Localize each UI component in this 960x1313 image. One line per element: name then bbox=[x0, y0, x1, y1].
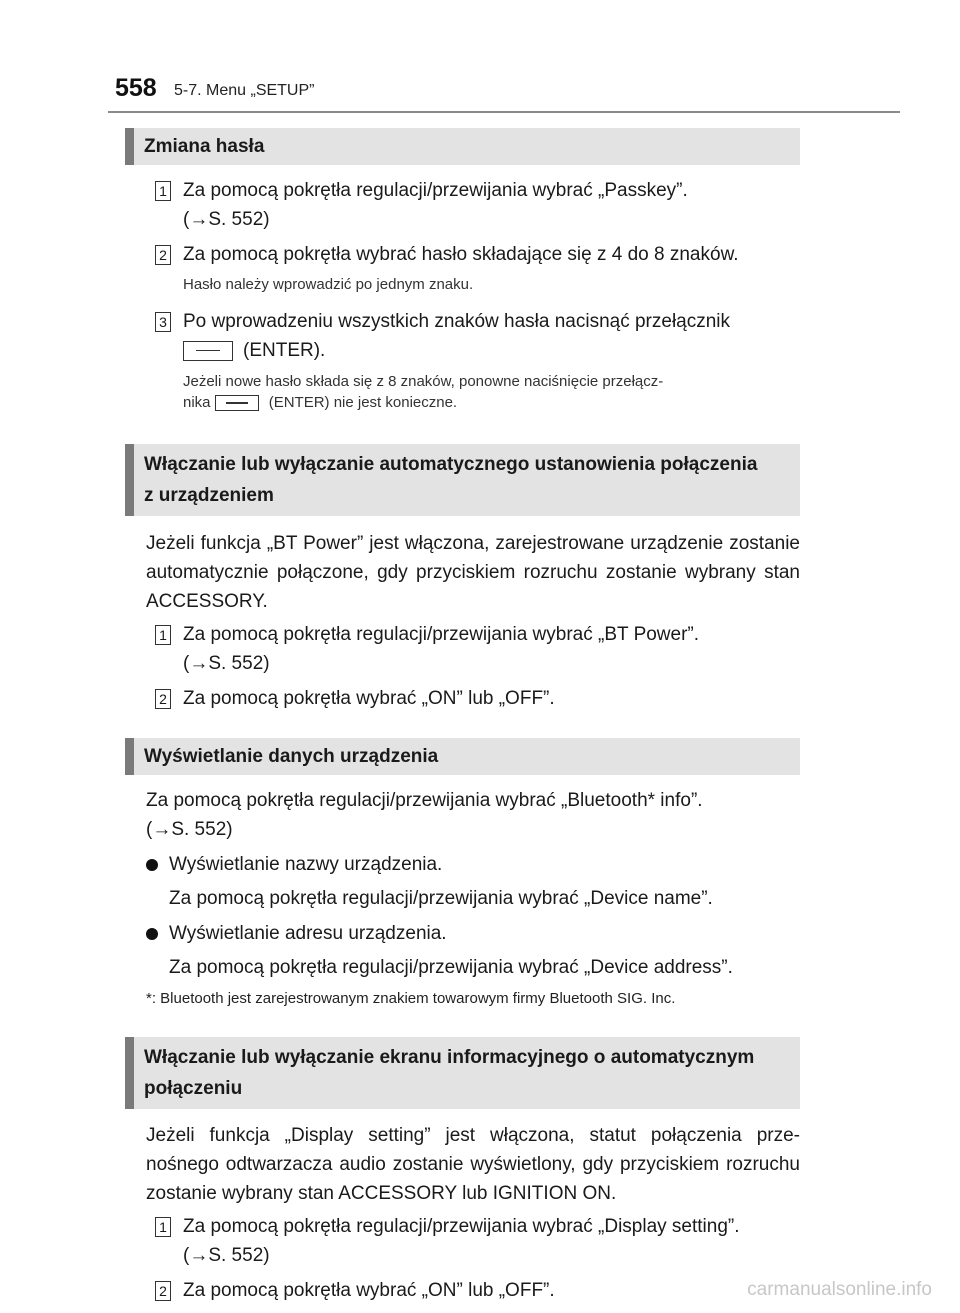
bullet-item bbox=[146, 850, 800, 879]
step-text bbox=[183, 1212, 800, 1270]
section-intro bbox=[125, 786, 800, 844]
chapter-title: 5-7. Menu „SETUP” bbox=[174, 82, 315, 99]
step-number: 1 bbox=[155, 181, 171, 201]
section-title-auto-connect bbox=[125, 444, 800, 516]
step-2 bbox=[155, 684, 800, 713]
step-1 bbox=[155, 1212, 800, 1270]
step-3 bbox=[155, 307, 800, 365]
bullet-subtext: Za pomocą pokrętła regulacji/przewijania wybrać „Device address”. bbox=[169, 957, 733, 978]
bullet-subtext: Za pomocą pokrętła regulacji/przewijania wybrać „Device name”. bbox=[169, 888, 713, 909]
step-number: 3 bbox=[155, 312, 171, 332]
step-note bbox=[183, 371, 800, 413]
section-intro: Jeżeli funkcja „BT Power” jest włączona, zarejestrowane urządzenie zostanie automatycznie połączone, gdy przyciskiem rozruchu zostanie wybrany stan ACCESSORY. bbox=[146, 533, 800, 612]
bullet-icon bbox=[146, 928, 158, 940]
step-text bbox=[183, 176, 800, 234]
intro-text: Za pomocą pokrętła regulacji/przewijania wybrać „Bluetooth* info”. bbox=[146, 790, 703, 811]
bullet-item bbox=[146, 919, 800, 948]
step-1 bbox=[155, 620, 800, 678]
step-instruction: Za pomocą pokrętła wybrać „ON” lub „OFF”. bbox=[183, 688, 555, 709]
header-divider bbox=[108, 111, 900, 113]
enter-switch-icon bbox=[215, 395, 259, 411]
section-title-change-passkey: Zmiana hasła bbox=[125, 128, 800, 165]
enter-switch-icon bbox=[183, 341, 233, 361]
page-header bbox=[0, 0, 960, 115]
step-instruction: Po wprowadzeniu wszystkich znaków hasła nacisnąć przełącznik bbox=[183, 311, 731, 332]
page-reference: (→S. 552) bbox=[146, 819, 233, 840]
step-1 bbox=[155, 176, 800, 234]
step-text bbox=[183, 307, 800, 365]
step-number: 2 bbox=[155, 1281, 171, 1301]
page-reference: (→S. 552) bbox=[183, 1245, 270, 1266]
step-number: 1 bbox=[155, 625, 171, 645]
step-instruction: Za pomocą pokrętła wybrać hasło składające się z 4 do 8 znaków. bbox=[183, 244, 739, 265]
section-title-line: Włączanie lub wyłączanie ekranu informacyjnego o automatycznym bbox=[144, 1047, 755, 1068]
footnote: *: Bluetooth jest zarejestrowanym znakiem towarowym firmy Bluetooth SIG. Inc. bbox=[146, 990, 676, 1007]
section-title-line: połączeniu bbox=[144, 1078, 243, 1099]
step-instruction: Za pomocą pokrętła regulacji/przewijania wybrać „Passkey”. bbox=[183, 180, 688, 201]
page-number: 558 bbox=[115, 74, 157, 102]
step-instruction: Za pomocą pokrętła wybrać „ON” lub „OFF”. bbox=[183, 1280, 555, 1301]
bullet-text: Wyświetlanie nazwy urządzenia. bbox=[169, 854, 443, 875]
enter-label: (ENTER). bbox=[243, 340, 326, 361]
step-number: 2 bbox=[155, 689, 171, 709]
bullet-icon bbox=[146, 859, 158, 871]
step-note: Hasło należy wprowadzić po jednym znaku. bbox=[183, 276, 474, 293]
step-number: 1 bbox=[155, 1217, 171, 1237]
note-line: Jeżeli nowe hasło składa się z 8 znaków, ponowne naciśnięcie przełącz- bbox=[183, 373, 664, 390]
section-title-device-info: Wyświetlanie danych urządzenia bbox=[125, 738, 800, 775]
step-instruction: Za pomocą pokrętła regulacji/przewijania wybrać „Display setting”. bbox=[183, 1216, 740, 1237]
section-title-line: z urządzeniem bbox=[144, 485, 274, 506]
note-line: (ENTER) nie jest konieczne. bbox=[268, 394, 458, 411]
step-2 bbox=[155, 240, 800, 269]
step-text bbox=[183, 620, 800, 678]
watermark: carmanualsonline.info bbox=[747, 1279, 932, 1300]
step-number: 2 bbox=[155, 245, 171, 265]
page-content bbox=[125, 128, 800, 1305]
step-instruction: Za pomocą pokrętła regulacji/przewijania wybrać „BT Power”. bbox=[183, 624, 700, 645]
note-line: nika bbox=[183, 394, 211, 411]
section-title-line: Włączanie lub wyłączanie automatycznego ustanowienia połączenia bbox=[144, 454, 758, 475]
step-2 bbox=[155, 1276, 800, 1305]
page-reference: (→S. 552) bbox=[183, 653, 270, 674]
bullet-text: Wyświetlanie adresu urządzenia. bbox=[169, 923, 447, 944]
section-title-auto-connect-info-screen bbox=[125, 1037, 800, 1109]
page-reference: (→S. 552) bbox=[183, 209, 270, 230]
section-intro: Jeżeli funkcja „Display setting” jest włączona, statut połączenia prze- nośnego odtwarzacza audio zostanie wyświetlony, gdy przyciskiem rozruchu zostanie wybrany stan ACCESSORY lub IGNITION ON. bbox=[146, 1125, 800, 1204]
